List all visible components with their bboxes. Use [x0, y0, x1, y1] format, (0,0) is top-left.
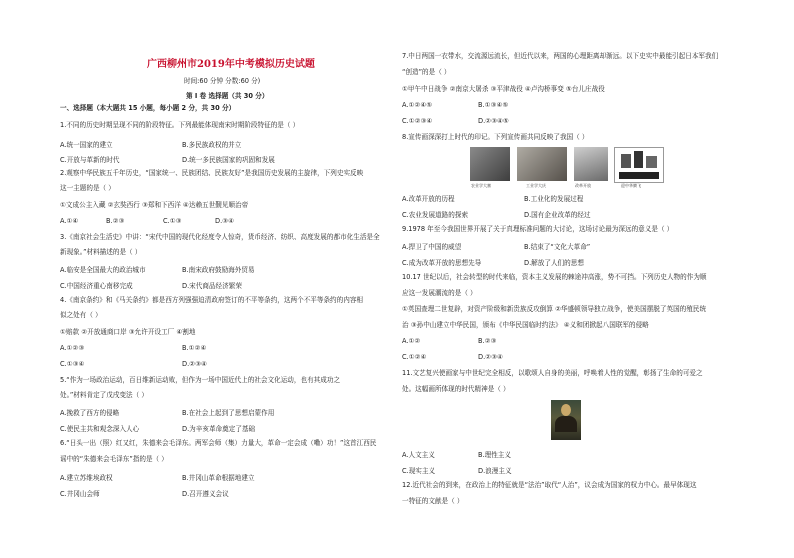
q10-option-c: C.①②④	[402, 353, 427, 361]
q4-option-d: D.②③④	[182, 360, 207, 368]
q2-option-d: D.③④	[215, 217, 234, 225]
poster-image-2	[517, 147, 567, 181]
q9-option-b: B.结束了“文化大革命”	[524, 243, 591, 251]
page-title: 广西柳州市2019年中考模拟历史试题	[147, 59, 315, 70]
poster-illustration	[615, 148, 663, 182]
question-11-cont: 处。这幅画所体现的时代精神是（ ）	[402, 385, 510, 393]
q6-option-d: D.召开遵义会议	[182, 490, 229, 498]
q11-option-c: C.现实主义	[402, 467, 436, 475]
question-5-cont: 处。”材料肯定了戊戌变法（ ）	[60, 391, 148, 399]
question-3: 3.《南京社会生活史》中讲：“宋代中国的现代化经度令人惊奇，货币经济、纺织、高度发展的都市化生活是全	[60, 233, 380, 241]
poster-caption-3: 改革开放	[575, 183, 591, 188]
question-5: 5.“作为一场政治运动，百日维新运动败，但作为一场中国近代上的社会文化运动，也有其成功之	[60, 376, 341, 384]
painting-body	[555, 416, 577, 432]
section-heading: 一、选择题（本大题共 15 小题，每小题 2 分，共 30 分）	[60, 104, 236, 112]
poster-image-1	[470, 147, 510, 181]
q7-option-a: A.①②④⑤	[402, 101, 433, 109]
q5-option-c: C.使民主共和观念深入人心	[60, 425, 140, 433]
question-3-cont: 新现象。”材料描述的是（ ）	[60, 248, 142, 256]
q5-option-d: D.为辛亥革命奠定了基础	[182, 425, 256, 433]
q8-option-b: B.工业化的发展过程	[524, 195, 584, 203]
poster-caption-1: 农业学大寨	[471, 183, 491, 188]
question-7: 7.中日两国一衣带水，交流源远流长，但近代以来，两国的心理距离却渐远。以下史实中最能引起日本军我们	[402, 52, 719, 60]
question-4: 4.《南京条约》和《马关条约》都是西方列强强迫清政府签订的不平等条约，这两个不平等条约的内容相	[60, 296, 364, 304]
poster-caption-2: 工业学大庆	[526, 183, 546, 188]
q4-items: ①赔款 ②开放通商口岸 ③允许开设工厂 ④割地	[60, 328, 196, 336]
q1-option-c: C.开放与革新的时代	[60, 156, 120, 164]
painting-face	[561, 404, 571, 416]
question-1: 1.不同的历史时期呈现不同的阶段特征。下列最能体现南宋时期阶段特征的是（ ）	[60, 121, 300, 129]
q3-option-d: D.宋代商品经济繁荣	[182, 282, 242, 290]
poster-image-3	[574, 147, 608, 181]
question-7-cont: “创造”的是（ ）	[402, 68, 451, 76]
q5-option-a: A.挽救了西方的侵略	[60, 409, 120, 417]
q8-option-a: A.改革开放的历程	[402, 195, 455, 203]
q2-option-b: B.②③	[106, 217, 125, 225]
q7-items: ①甲午中日战争 ②南京大屠杀 ③平津战役 ④卢沟桥事变 ⑤台儿庄战役	[402, 85, 605, 93]
exam-meta: 时间:60 分钟 分数:60 分)	[184, 77, 261, 85]
q8-option-c: C.农业发展道路的探索	[402, 211, 469, 219]
q11-option-a: A.人文主义	[402, 451, 435, 459]
q4-option-a: A.①②③	[60, 344, 85, 352]
q4-option-b: B.①②④	[182, 344, 207, 352]
q7-option-b: B.①③④⑤	[478, 101, 509, 109]
question-10-cont: 应这一发展潮流的是（ ）	[402, 289, 477, 297]
question-11: 11.文艺复兴使画家与中世纪完全相反，以歌颂人自身的美丽，呼唤着人性的觉醒，彰扬了生命的可爱之	[402, 369, 703, 377]
q10-option-a: A.①②	[402, 337, 421, 345]
q3-option-c: C.中国经济重心南移完成	[60, 282, 133, 290]
q4-option-c: C.①③④	[60, 360, 85, 368]
q1-option-a: A.统一国家的建立	[60, 141, 113, 149]
part-heading: 第 I 卷 选择题（共 30 分）	[186, 92, 269, 100]
question-12-cont: 一特征的文献是（ ）	[402, 497, 464, 505]
question-10: 10.17 世纪以后，社会转型的时代来临，资本主义发展的棘途冲高涨，势不可挡。下列历史人物的作为顺	[402, 273, 707, 281]
q8-option-d: D.国有企业改革的经过	[524, 211, 591, 219]
q7-option-d: D.②③④⑤	[478, 117, 509, 125]
question-6: 6.“日头一出（照）红又红，朱德来会毛泽东。两军会师（集）力量大，革命一定会成（嘞）功！”这首江西民	[60, 439, 377, 447]
q9-option-a: A.捍卫了中国的威望	[402, 243, 462, 251]
question-2-cont: 这一主题的是（ ）	[60, 184, 115, 192]
q6-option-c: C.井冈山会师	[60, 490, 100, 498]
question-9: 9.1978 年至今我国世界开展了关于真理标准问题的大讨论，这场讨论最为深远的意义是（ ）	[402, 225, 674, 233]
q5-option-b: B.在社会上起到了思想启蒙作用	[182, 409, 275, 417]
q2-option-a: A.①④	[60, 217, 79, 225]
painting-image	[551, 400, 581, 440]
poster-image-4	[614, 147, 664, 183]
q1-option-d: D.统一多民族国家的巩固和发展	[182, 156, 275, 164]
q9-option-d: D.解放了人们的思想	[524, 259, 584, 267]
q11-option-b: B.理性主义	[478, 451, 511, 459]
q3-option-b: B.南宋政府鼓励海外贸易	[182, 266, 255, 274]
q3-option-a: A.临安是全国最大的政治城市	[60, 266, 146, 274]
question-6-cont: 谣中的“朱德来会毛泽东”指的是（ ）	[60, 455, 168, 463]
q10-option-d: D.②③④	[478, 353, 503, 361]
q7-option-c: C.①②③④	[402, 117, 433, 125]
poster-caption-4: 迎中华腾飞	[621, 183, 641, 188]
question-4-cont: 似之处有（ ）	[60, 311, 102, 319]
q1-option-b: B.多民族政权的并立	[182, 141, 242, 149]
question-12: 12.近代社会的到来，在政治上的特征就是“法治”取代“人治”，议会成为国家的权力中心。最早体现这	[402, 481, 697, 489]
question-8: 8.宣传画深深打上时代的印记。下列宣传画共同反映了我国（ ）	[402, 133, 589, 141]
q10-items-cont: 治 ③孙中山建立中华民国，颁布《中华民国临时约法》 ④义和团掀起八国联军的侵略	[402, 321, 649, 329]
q11-option-d: D.浪漫主义	[478, 467, 512, 475]
q6-option-a: A.建立苏维埃政权	[60, 474, 113, 482]
q2-option-c: C.①③	[163, 217, 182, 225]
question-2: 2.观察中华民族五千年历史，“国家统一、民族团结、民族友好”是我国历史发展的主旋律，下列史实反映	[60, 169, 364, 177]
q6-option-b: B.井冈山革命根据地建立	[182, 474, 255, 482]
q9-option-c: C.成为改革开放的思想先导	[402, 259, 482, 267]
q2-items: ①文成公主入藏 ②玄奘西行 ③郑和下西洋 ④达赖五世觐见顺治帝	[60, 201, 249, 209]
q10-option-b: B.②③	[478, 337, 497, 345]
q10-items: ①英国查理二世复辟，对资产阶级和新贵族反攻倒算 ②华盛顿领导独立战争，使美国摆脱了英国的殖民统	[402, 305, 707, 313]
